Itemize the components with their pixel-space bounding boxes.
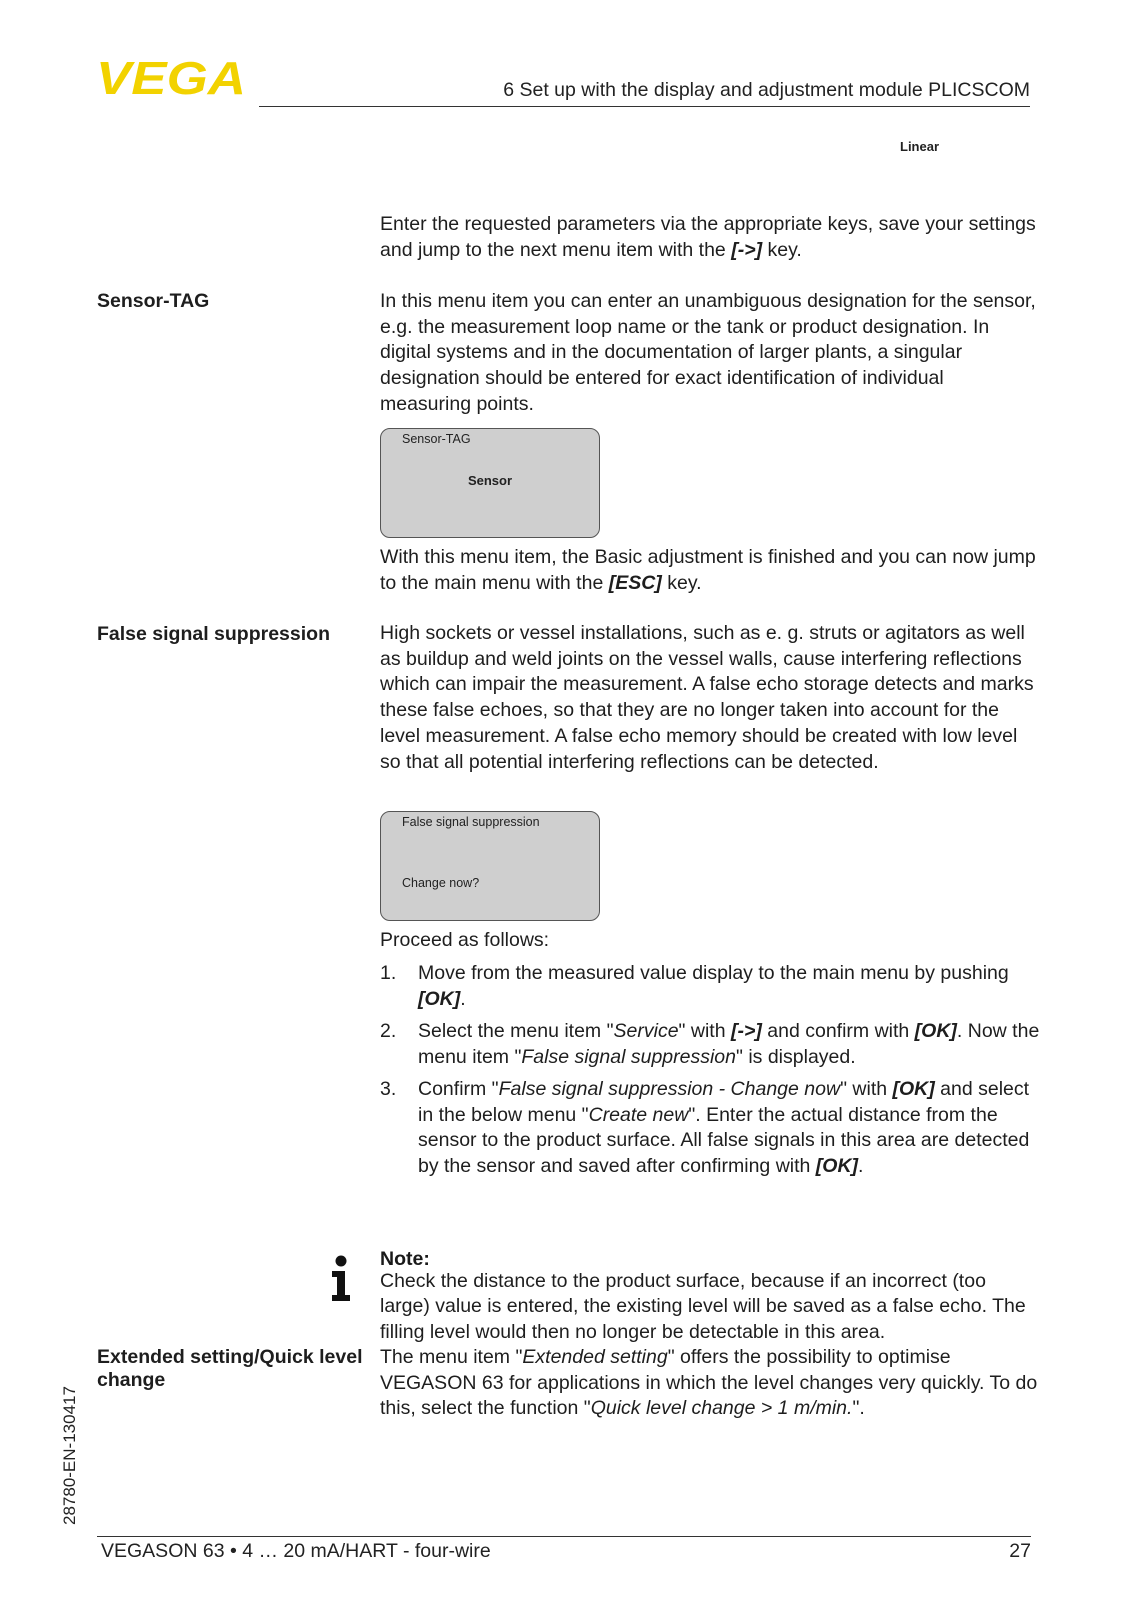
step-number: 2. [380,1020,397,1042]
display-line: Change now? [402,876,480,890]
step-number: 1. [380,962,397,984]
footer-product: VEGASON 63 • 4 … 20 mA/HART - four-wire [101,1540,491,1562]
step-2: 2. Select the menu item "Service" with [->] and confirm with [OK]. Now the menu item "False signal suppression" is displayed. [380,1020,1040,1068]
extended-setting-paragraph: The menu item "Extended setting" offers the possibility to optimise VEGASON 63 for applications in which the level changes very quickly. To do this, select the function "Quick level change > 1 m/min.". [380,1346,1038,1420]
key-esc: [ESC] [608,571,662,594]
key-next: [->] [731,238,763,261]
false-signal-paragraph: High sockets or vessel installations, such as e. g. struts or agitators as well as buildup and weld joints on the vessel walls, cause interfering reflections which can impair the measurement. A false echo storage detects and marks these false echoes, so that they are no longer taken into account for the level measurement. A false echo memory should be created with low level so that all potential interfering reflections can be detected. [380,622,1034,773]
proceed-text: Proceed as follows: [380,929,550,951]
info-icon [329,1255,353,1303]
false-signal-heading: False signal suppression [97,623,330,645]
sub-label: Linear [900,139,940,154]
chapter-title: 6 Set up with the display and adjustment module PLICSCOM [503,79,1030,101]
sensor-tag-display [380,428,600,538]
note-text: Check the distance to the product surface, because if an incorrect (too large) value is entered, the existing level will be saved as a false echo. The filling level would then no longer be detectable in this area. [380,1269,1026,1344]
vega-logo [96,58,248,98]
document-code: 28780-EN-130417 [60,1386,79,1525]
header-divider [259,106,1030,107]
footer-divider [97,1536,1031,1537]
step-3: 3. Confirm "False signal suppression - Change now" with [OK] and select in the below menu "Create new". Enter the actual distance from the sensor to the product surface. All false signals in this area are detected by the sensor and saved after confirming with [OK]. [380,1078,1030,1178]
display-value: Sensor [467,473,513,488]
false-signal-display [380,811,600,921]
display-title: False signal suppression [402,815,540,829]
intro-paragraph: Enter the requested parameters via the appropriate keys, save your settings and jump to the next menu item with the [->] key. [380,213,1036,261]
step-number: 3. [380,1078,397,1100]
svg-text:VEGA: VEGA [96,58,246,98]
sensor-tag-paragraph: In this menu item you can enter an unambiguous designation for the sensor, e.g. the measurement loop name or the tank or product designation. In digital systems and in the documentation of larger plants, a singular designation should be entered for exact identification of individual measuring points. [380,290,1036,415]
page-number: 27 [1009,1540,1031,1562]
basic-adjustment-finished: With this menu item, the Basic adjustment is finished and you can now jump to the main menu with the [ESC] key. [380,546,1036,594]
step-1: 1. Move from the measured value display to the main menu by pushing [OK]. [380,962,1009,1010]
note-label: Note: [380,1248,430,1270]
extended-setting-heading: Extended setting/Quick level change [97,1346,363,1391]
display-title: Sensor-TAG [402,432,471,446]
sensor-tag-heading: Sensor-TAG [97,290,210,312]
